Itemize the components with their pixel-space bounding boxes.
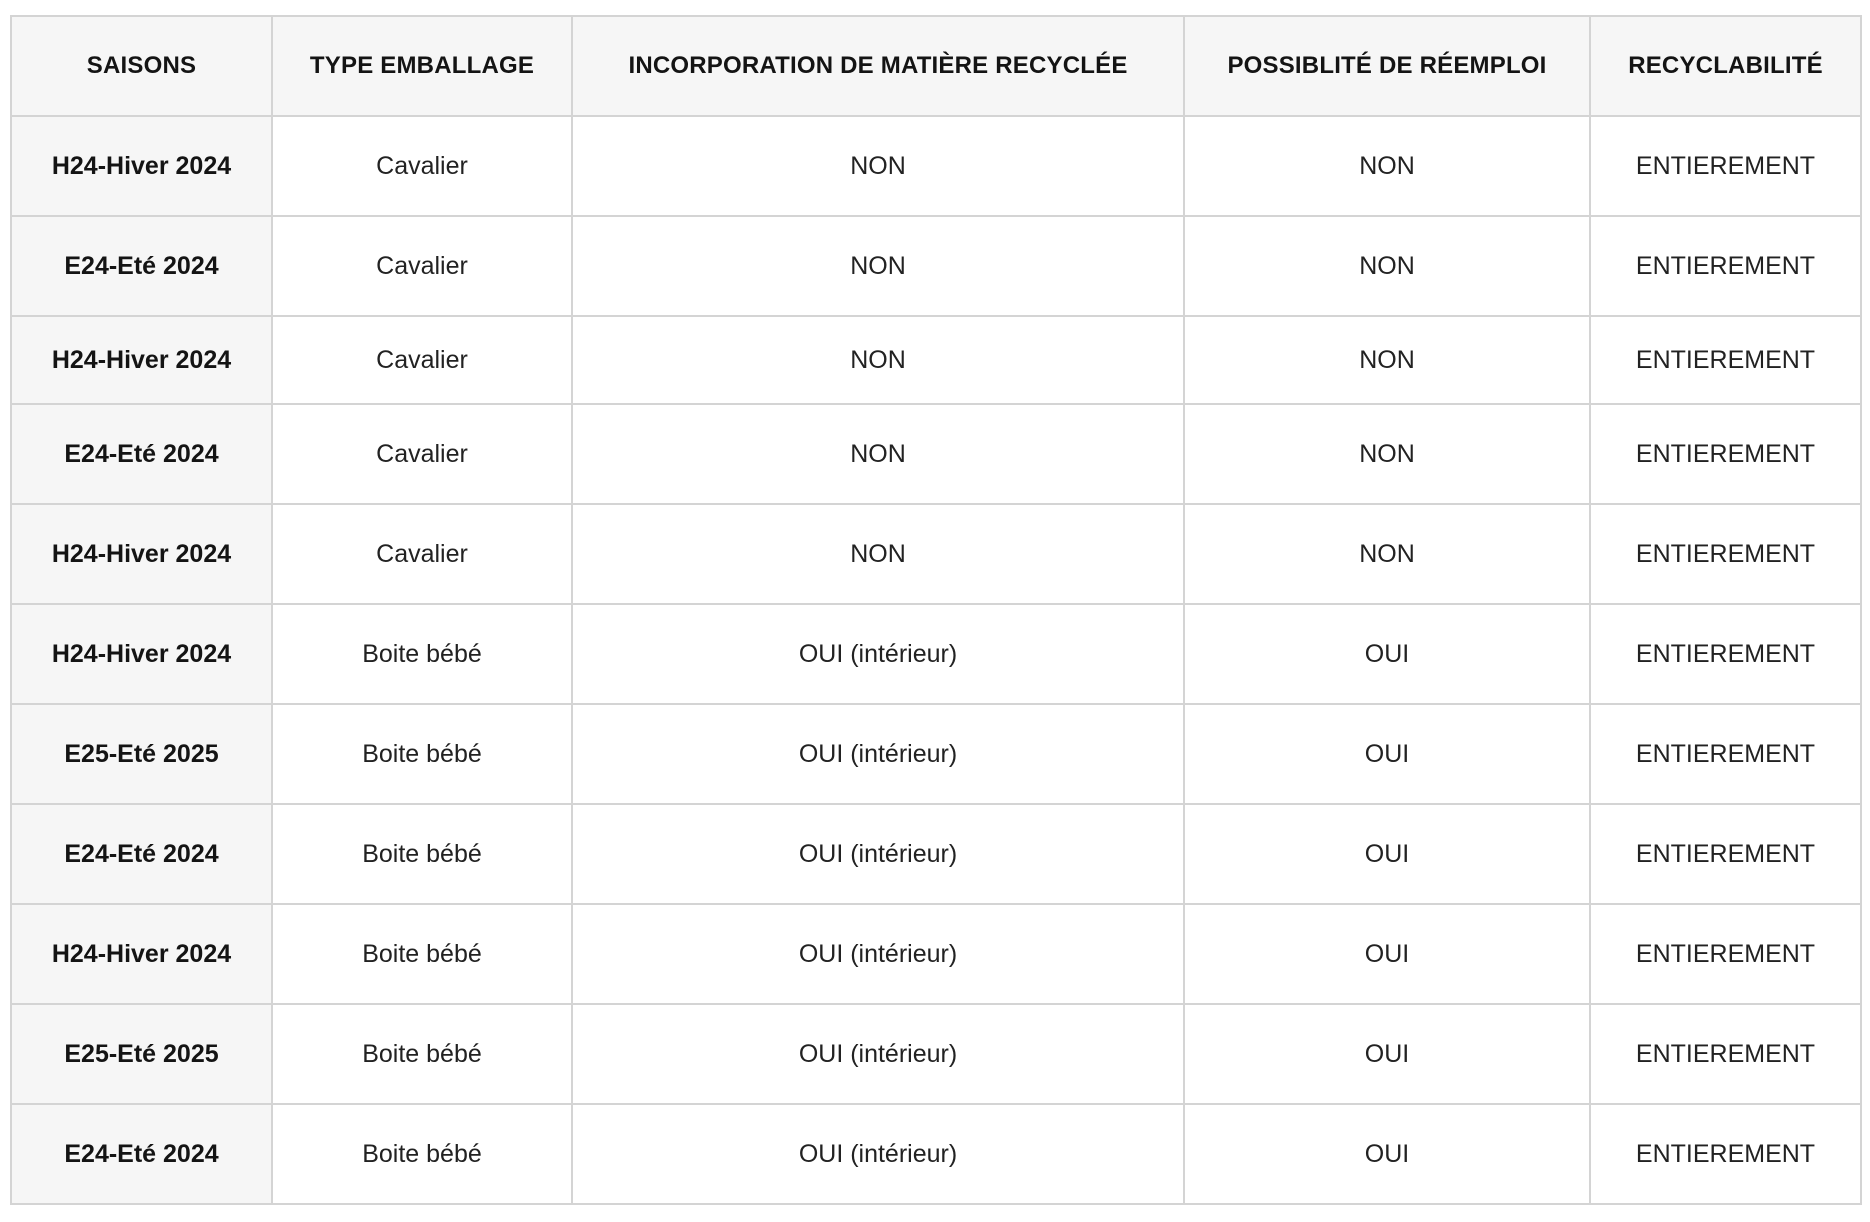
recycled-material-cell: OUI (intérieur) xyxy=(572,604,1184,704)
season-cell: E25-Eté 2025 xyxy=(11,704,272,804)
header-seasons: SAISONS xyxy=(11,16,272,116)
packaging-type-cell: Cavalier xyxy=(272,216,572,316)
season-cell: H24-Hiver 2024 xyxy=(11,316,272,404)
header-recyclability: RECYCLABILITÉ xyxy=(1590,16,1861,116)
packaging-table xyxy=(10,15,1862,1205)
recyclability-cell: ENTIEREMENT xyxy=(1590,1004,1861,1104)
table-row xyxy=(11,1104,1861,1204)
header-packaging-type: TYPE EMBALLAGE xyxy=(272,16,572,116)
table-row xyxy=(11,904,1861,1004)
recycled-material-cell: OUI (intérieur) xyxy=(572,704,1184,804)
season-cell: H24-Hiver 2024 xyxy=(11,116,272,216)
packaging-type-cell: Cavalier xyxy=(272,116,572,216)
packaging-type-cell: Cavalier xyxy=(272,504,572,604)
reuse-cell: OUI xyxy=(1184,904,1590,1004)
reuse-cell: NON xyxy=(1184,316,1590,404)
header-recycled-material: INCORPORATION DE MATIÈRE RECYCLÉE xyxy=(572,16,1184,116)
table-row xyxy=(11,116,1861,216)
reuse-cell: OUI xyxy=(1184,1104,1590,1204)
recyclability-cell: ENTIEREMENT xyxy=(1590,1104,1861,1204)
season-cell: E24-Eté 2024 xyxy=(11,804,272,904)
packaging-table-container xyxy=(10,15,1860,1205)
table-row xyxy=(11,404,1861,504)
season-cell: E24-Eté 2024 xyxy=(11,1104,272,1204)
recyclability-cell: ENTIEREMENT xyxy=(1590,316,1861,404)
reuse-cell: NON xyxy=(1184,504,1590,604)
table-header xyxy=(11,16,1861,116)
reuse-cell: NON xyxy=(1184,404,1590,504)
table-row xyxy=(11,504,1861,604)
header-row xyxy=(11,16,1861,116)
packaging-type-cell: Boite bébé xyxy=(272,804,572,904)
season-cell: H24-Hiver 2024 xyxy=(11,604,272,704)
packaging-type-cell: Cavalier xyxy=(272,404,572,504)
reuse-cell: OUI xyxy=(1184,804,1590,904)
recycled-material-cell: NON xyxy=(572,216,1184,316)
season-cell: E24-Eté 2024 xyxy=(11,404,272,504)
recyclability-cell: ENTIEREMENT xyxy=(1590,404,1861,504)
table-row xyxy=(11,704,1861,804)
table-row xyxy=(11,316,1861,404)
reuse-cell: OUI xyxy=(1184,1004,1590,1104)
recycled-material-cell: OUI (intérieur) xyxy=(572,904,1184,1004)
recyclability-cell: ENTIEREMENT xyxy=(1590,604,1861,704)
recycled-material-cell: NON xyxy=(572,404,1184,504)
reuse-cell: OUI xyxy=(1184,704,1590,804)
recyclability-cell: ENTIEREMENT xyxy=(1590,804,1861,904)
season-cell: E24-Eté 2024 xyxy=(11,216,272,316)
recycled-material-cell: OUI (intérieur) xyxy=(572,804,1184,904)
recyclability-cell: ENTIEREMENT xyxy=(1590,116,1861,216)
reuse-cell: NON xyxy=(1184,216,1590,316)
packaging-type-cell: Boite bébé xyxy=(272,704,572,804)
reuse-cell: NON xyxy=(1184,116,1590,216)
packaging-type-cell: Boite bébé xyxy=(272,604,572,704)
season-cell: H24-Hiver 2024 xyxy=(11,904,272,1004)
reuse-cell: OUI xyxy=(1184,604,1590,704)
table-row xyxy=(11,1004,1861,1104)
table-row xyxy=(11,216,1861,316)
recyclability-cell: ENTIEREMENT xyxy=(1590,904,1861,1004)
table-row xyxy=(11,804,1861,904)
recyclability-cell: ENTIEREMENT xyxy=(1590,216,1861,316)
header-reuse-possibility: POSSIBLITÉ DE RÉEMPLOI xyxy=(1184,16,1590,116)
recycled-material-cell: NON xyxy=(572,316,1184,404)
table-row xyxy=(11,604,1861,704)
packaging-type-cell: Boite bébé xyxy=(272,1104,572,1204)
table-body xyxy=(11,116,1861,1204)
recyclability-cell: ENTIEREMENT xyxy=(1590,504,1861,604)
recycled-material-cell: OUI (intérieur) xyxy=(572,1004,1184,1104)
recycled-material-cell: OUI (intérieur) xyxy=(572,1104,1184,1204)
season-cell: H24-Hiver 2024 xyxy=(11,504,272,604)
packaging-type-cell: Cavalier xyxy=(272,316,572,404)
season-cell: E25-Eté 2025 xyxy=(11,1004,272,1104)
packaging-type-cell: Boite bébé xyxy=(272,1004,572,1104)
packaging-type-cell: Boite bébé xyxy=(272,904,572,1004)
recycled-material-cell: NON xyxy=(572,504,1184,604)
recyclability-cell: ENTIEREMENT xyxy=(1590,704,1861,804)
recycled-material-cell: NON xyxy=(572,116,1184,216)
